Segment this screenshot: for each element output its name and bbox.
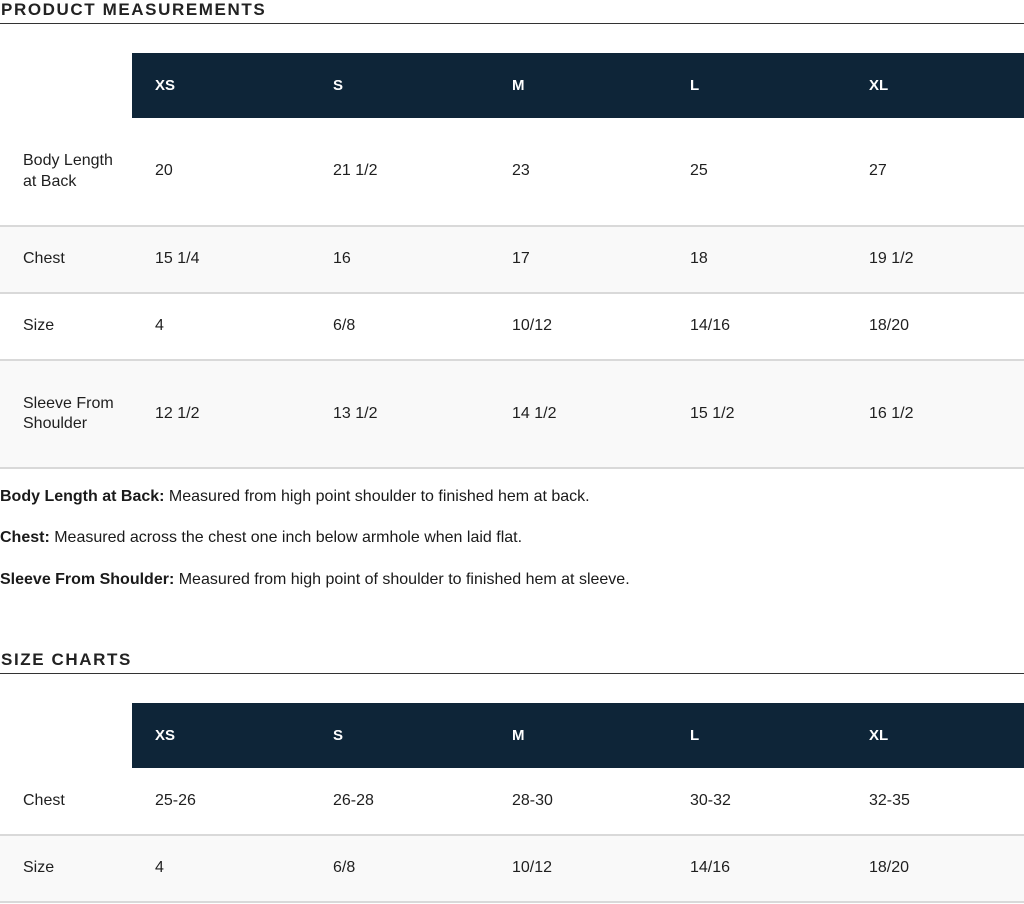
note-term: Chest:	[0, 529, 50, 546]
table-row	[0, 835, 1024, 902]
table-cell: 10/12	[489, 835, 667, 902]
note-text: Measured across the chest one inch below armhole when laid flat.	[49, 529, 523, 546]
table-cell: 13 1/2	[310, 360, 489, 468]
table-cell: 18/20	[846, 293, 1024, 360]
table-cell: 25	[667, 118, 846, 226]
header-l: L	[667, 703, 846, 768]
header-xl: XL	[846, 53, 1024, 118]
table-cell: 18	[667, 226, 846, 293]
table-row	[0, 118, 1024, 226]
header-corner	[0, 703, 132, 768]
header-m: M	[489, 703, 667, 768]
size-charts-section	[0, 650, 1024, 903]
table-cell: 14 1/2	[489, 360, 667, 468]
table-cell: 16 1/2	[846, 360, 1024, 468]
table-cell: 23	[489, 118, 667, 226]
header-row	[0, 53, 1024, 118]
header-xl: XL	[846, 703, 1024, 768]
table-cell: 12 1/2	[132, 360, 310, 468]
header-xs: XS	[132, 53, 310, 118]
header-xs: XS	[132, 703, 310, 768]
note-term: Sleeve From Shoulder:	[0, 571, 175, 588]
table-cell: 21 1/2	[310, 118, 489, 226]
table-cell: 26-28	[310, 768, 489, 835]
table-row	[0, 768, 1024, 835]
table-cell: 20	[132, 118, 310, 226]
table-cell: 14/16	[667, 835, 846, 902]
table-cell: 30-32	[667, 768, 846, 835]
header-s: S	[310, 703, 489, 768]
note-chest	[0, 528, 522, 548]
product-measurements-table	[0, 53, 1024, 469]
header-corner	[0, 53, 132, 118]
table-row	[0, 293, 1024, 360]
table-cell: 19 1/2	[846, 226, 1024, 293]
size-charts-table	[0, 703, 1024, 903]
table-cell: 6/8	[310, 835, 489, 902]
header-l: L	[667, 53, 846, 118]
row-label: Size	[0, 835, 132, 902]
note-sleeve	[0, 570, 630, 590]
note-text: Measured from high point shoulder to finished hem at back.	[164, 488, 590, 505]
product-measurements-title: PRODUCT MEASUREMENTS	[0, 0, 1024, 24]
table-cell: 6/8	[310, 293, 489, 360]
table-cell: 15 1/2	[667, 360, 846, 468]
row-label: Sleeve From Shoulder	[0, 360, 132, 468]
table-cell: 18/20	[846, 835, 1024, 902]
size-charts-title: SIZE CHARTS	[0, 650, 1024, 674]
header-row	[0, 703, 1024, 768]
table-cell: 15 1/4	[132, 226, 310, 293]
table-row	[0, 360, 1024, 468]
table-cell: 28-30	[489, 768, 667, 835]
table-cell: 25-26	[132, 768, 310, 835]
note-term: Body Length at Back:	[0, 488, 165, 505]
row-label: Size	[0, 293, 132, 360]
note-body-length	[0, 487, 590, 507]
header-m: M	[489, 53, 667, 118]
note-text: Measured from high point of shoulder to finished hem at sleeve.	[174, 571, 630, 588]
table-cell: 10/12	[489, 293, 667, 360]
table-cell: 27	[846, 118, 1024, 226]
header-s: S	[310, 53, 489, 118]
table-cell: 4	[132, 293, 310, 360]
table-cell: 17	[489, 226, 667, 293]
row-label: Body Length at Back	[0, 118, 132, 226]
table-cell: 32-35	[846, 768, 1024, 835]
table-cell: 4	[132, 835, 310, 902]
row-label: Chest	[0, 226, 132, 293]
table-cell: 14/16	[667, 293, 846, 360]
row-label: Chest	[0, 768, 132, 835]
table-row	[0, 226, 1024, 293]
table-cell: 16	[310, 226, 489, 293]
